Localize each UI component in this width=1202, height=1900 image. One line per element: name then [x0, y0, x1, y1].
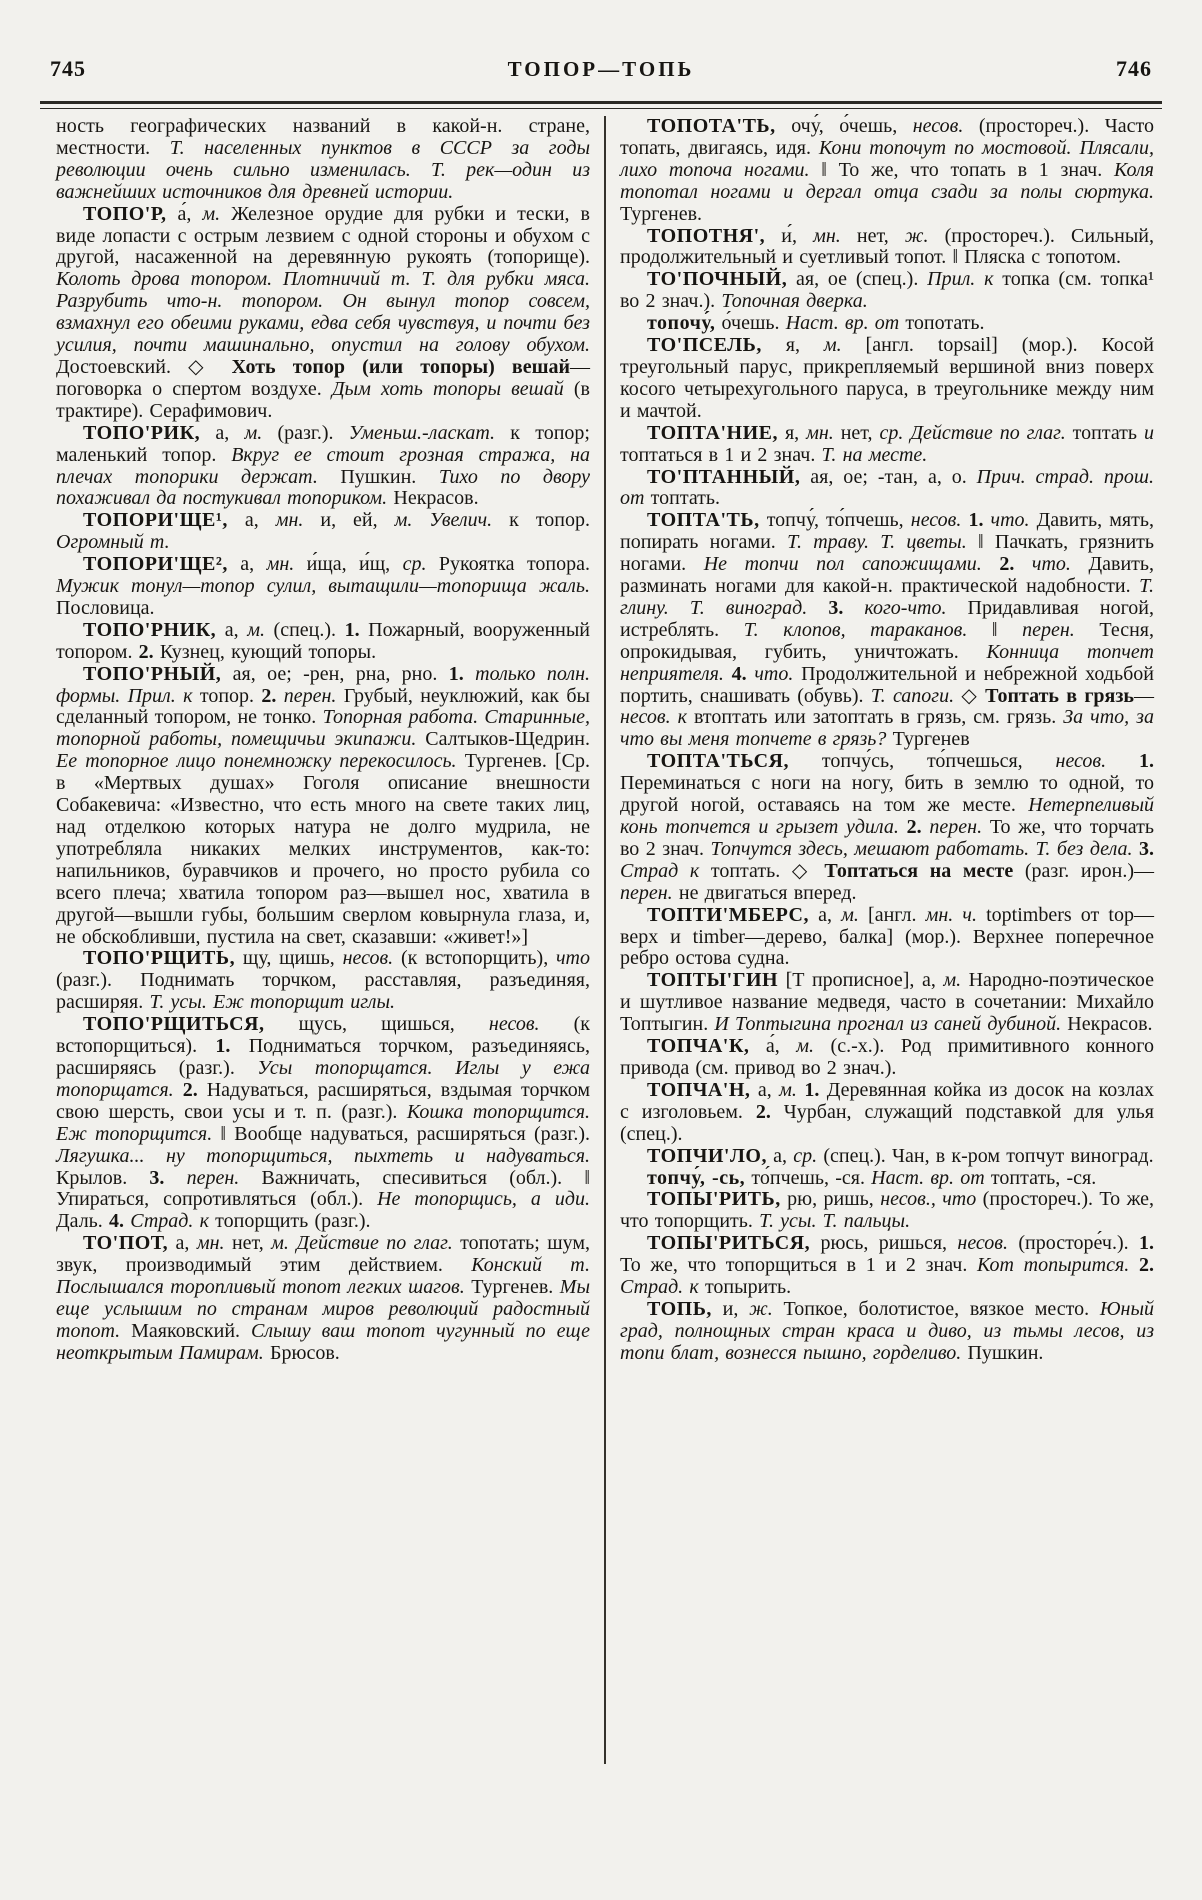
body-text: а́,: [166, 202, 203, 225]
example-or-label-text: м.: [943, 969, 962, 992]
headword: ТОПЧА'К,: [647, 1035, 750, 1058]
dictionary-entry: [620, 1189, 1154, 1233]
example-or-label-text: Юный град, полнощных стран краса и диво, из тьмы лесов, из топи блат, вознесся пышно, горделиво.: [620, 1297, 1154, 1364]
bold-text: 2.: [999, 553, 1015, 576]
body-text: (к встопорщиться).: [56, 1013, 591, 1058]
example-or-label-text: мн.: [266, 553, 295, 576]
body-text: Пожарный, вооруженный топором.: [56, 618, 590, 663]
example-or-label-text: Конница топчет неприятеля.: [620, 640, 1154, 685]
body-text: Надуваться, расширяться, вздымая торчком свою шерсть, свои усы и т. п. (разг.).: [56, 1078, 590, 1123]
body-text: (к встопорщить),: [393, 947, 557, 970]
example-or-label-text: Т. клопов, тараканов.: [743, 618, 968, 641]
example-or-label-text: Усы топорщатся. Иглы у ежа топорщатся.: [56, 1056, 590, 1101]
example-or-label-text: м. Действие по глаг.: [271, 1232, 453, 1255]
body-text: [174, 1079, 183, 1101]
dictionary-entry: [620, 1080, 1154, 1146]
body-text: То же, что торчать во 2 знач.: [620, 816, 1154, 860]
example-or-label-text: мн.: [813, 224, 841, 247]
body-text: [Т прописное], а,: [778, 969, 944, 992]
page-number-right: 746: [1116, 56, 1152, 81]
body-text: Чурбан, служащий подставкой для улья (спец.).: [620, 1100, 1155, 1145]
body-text: [982, 553, 1000, 575]
body-text: (спец.).: [264, 618, 345, 641]
body-text: топорщить (разг.).: [208, 1210, 371, 1233]
body-text: Тургенев.: [620, 202, 703, 225]
body-text: ‖ Вообще надуваться, расширяться (разг.).: [212, 1122, 590, 1145]
headword: ТОПОТНЯ',: [647, 224, 766, 247]
bold-text: Топтать в грязь: [985, 684, 1134, 707]
body-text: Подниматься торчком, разъединяясь, расширяясь (разг.).: [56, 1035, 590, 1079]
example-or-label-text: мн.: [275, 509, 304, 532]
body-text: нет,: [840, 224, 905, 247]
headword: ТО'ПСЕЛЬ,: [647, 334, 762, 357]
example-or-label-text: Кот топырится.: [977, 1254, 1130, 1277]
example-or-label-text: Т. на месте.: [821, 443, 928, 466]
example-or-label-text: несов.: [488, 1013, 540, 1036]
dictionary-entry: [620, 116, 1154, 226]
headword: ТОПТИ'МБЕРС,: [647, 903, 809, 926]
dictionary-entry: [56, 1014, 590, 1233]
dictionary-entry: [56, 204, 590, 423]
headword: ТОПО'РНИК,: [83, 618, 217, 641]
example-or-label-text: м.: [796, 1035, 815, 1058]
example-or-label-text: м. Увелич.: [394, 509, 493, 532]
headword: ТОПТА'ТЬСЯ,: [647, 750, 789, 773]
example-or-label-text: что.: [983, 509, 1030, 532]
example-or-label-text: Не топчи пол сапожищами.: [703, 553, 982, 576]
headword: ТОПО'РЩИТЬСЯ,: [83, 1013, 265, 1036]
example-or-label-text: ж.: [749, 1297, 773, 1320]
headword: топочу́,: [647, 312, 716, 335]
example-or-label-text: Наст. вр. от: [785, 312, 900, 335]
body-text: (разг.).: [262, 421, 349, 444]
dictionary-entry: [620, 335, 1154, 423]
dictionary-entry: [56, 1233, 590, 1364]
body-text: ‖ Пачкать, грязнить ногами.: [620, 531, 1155, 576]
body-text: (спец.). Чан, в к-ром топчут виноград.: [817, 1144, 1154, 1167]
example-or-label-text: Тихо по двору похаживал да постукивал топориком.: [56, 465, 590, 510]
example-or-label-text: несов., что: [880, 1188, 977, 1211]
body-text: (простореч.). То же, что топорщить.: [620, 1188, 1154, 1233]
body-text: (разг.). Поднимать торчком, расставляя, разъединяя, расширяя.: [56, 969, 590, 1014]
body-text: о́чешь.: [715, 312, 786, 335]
dictionary-entry: [56, 620, 590, 664]
example-or-label-text: Дым хоть топоры вешай: [331, 377, 564, 400]
body-text: топчу́, то́пчешь,: [759, 509, 911, 532]
dictionary-entry: [56, 116, 590, 204]
body-text: ность географических названий в какой-н. стране, местности.: [56, 115, 590, 159]
body-text: топотать.: [899, 312, 985, 335]
body-text: топчу́сь, то́пчешься,: [788, 750, 1056, 773]
body-text: топтать: [1065, 421, 1144, 444]
body-text: (простореч.). Сильный, продолжительный и суетливый топот. ‖ Пляска с топотом.: [620, 224, 1155, 269]
example-or-label-text: Наст. вр. от: [871, 1166, 985, 1189]
body-text: Достоевский. ◇: [56, 355, 232, 378]
body-text: я,: [778, 421, 807, 444]
example-or-label-text: Т. усы. Т. пальцы.: [759, 1210, 911, 1233]
dictionary-entry: [56, 948, 590, 1014]
example-or-label-text: перен.: [620, 881, 673, 904]
body-text: топтать, -ся.: [984, 1166, 1097, 1189]
body-text: а,: [227, 553, 267, 576]
body-text: (просторе́ч.).: [1008, 1232, 1140, 1255]
body-text: [724, 663, 732, 685]
example-or-label-text: Топчутся здесь, мешают работать. Т. без дела.: [710, 837, 1133, 860]
body-text: Некрасов.: [1061, 1013, 1153, 1036]
body-text: и́ща, и́щ,: [294, 553, 403, 576]
bold-text: 4.: [731, 662, 747, 685]
headword: ТОПО'РНЫЙ,: [83, 662, 222, 685]
body-text: щу, щишь,: [235, 947, 343, 970]
body-text: а,: [227, 509, 276, 532]
body-text: Придавливая ногой, истреблять.: [620, 596, 1154, 641]
example-or-label-text: несов.: [957, 1232, 1008, 1255]
body-text: Пушкин.: [961, 1341, 1044, 1364]
body-text: [англ.: [858, 903, 926, 926]
body-text: То же, что топорщиться в 1 и 2 знач.: [620, 1254, 978, 1277]
dictionary-entry: [620, 1146, 1154, 1168]
body-text: топырить.: [698, 1276, 792, 1299]
page-number-left: 745: [50, 56, 86, 81]
body-text: Деревянная койка из досок на козлах с изголовьем.: [620, 1078, 1155, 1123]
body-text: то́пчешь, -ся.: [745, 1166, 872, 1189]
body-text: топтать. ◇: [699, 859, 825, 882]
example-or-label-text: м.: [779, 1078, 797, 1101]
body-text: Тургенев. [Ср. в «Мертвых душах» Гоголя описание внешности Собакевича: «Известно, что есть много на свете таких лиц, над отделкою которых натура не долго мудрила, не употребляла никаких мелких инструментов, как-то: напильников, буравчиков и прочего, но просто рубила со всего плеча; хватила топором раз—вышел нос, хватила в другой—вышли губы, большим сверлом ковырнула глаза, и, не обскобливши, пустила на свет, сказавши: «живет!»]: [56, 750, 591, 948]
bold-text: 1.: [804, 1078, 820, 1101]
headword: ТОПО'РИК,: [83, 421, 201, 444]
example-or-label-text: Т. глину. Т. виноград.: [620, 575, 1154, 619]
body-text: Народно-поэтическое и шутливое название медведя, часто в сочетании: Михайло Топтыгин.: [620, 969, 1154, 1036]
body-text: Топкое, болотистое, вязкое место.: [772, 1297, 1100, 1320]
headword: ТОПО'Р,: [83, 202, 167, 225]
body-text: [899, 816, 907, 838]
example-or-label-text: Колоть дрова топором. Плотничий т. Т. для рубки мяса. Разрубить что-н. топором. Он вынул топор совсем, взмахнул его обеими руками, едва себя чувствуя, и почти без усилия, почти машинально, опустил на голову обухом.: [56, 268, 590, 357]
example-or-label-text: Мы еще услышим по странам миров революций радостный топот.: [56, 1276, 590, 1342]
example-or-label-text: мн.: [806, 421, 834, 444]
body-text: Грубый, неуклюжий, как бы сделанный топором, не тонко.: [56, 684, 590, 729]
body-text: Пушкин.: [317, 465, 439, 488]
headword: ТОПОРИ'ЩЕ¹,: [83, 509, 228, 532]
body-text: (разг. ирон.)—: [1013, 859, 1154, 882]
body-text: Крылов.: [56, 1166, 150, 1189]
dictionary-entry: [620, 467, 1154, 511]
column-left: [56, 116, 590, 1365]
dictionary-entry: [56, 423, 590, 511]
body-text: toptimbers от top—верх и timber—дерево, балка] (мор.). Верхнее поперечное ребро остова судна.: [620, 903, 1154, 970]
body-text: а,: [766, 1144, 794, 1167]
body-text: и, ей,: [303, 509, 395, 532]
body-text: нет,: [833, 421, 880, 444]
bold-text: Топтаться на месте: [824, 859, 1014, 882]
bold-text: 2.: [261, 684, 277, 707]
bold-text: 1.: [448, 662, 464, 685]
body-text: Продолжительной и небрежной ходьбой портить, снашивать (обувь).: [620, 662, 1155, 707]
example-or-label-text: перен.: [921, 816, 983, 838]
example-or-label-text: м.: [202, 202, 221, 225]
example-or-label-text: Т. сапоги.: [870, 684, 955, 707]
body-text: [1106, 750, 1139, 772]
body-text: и́,: [765, 224, 814, 247]
body-text: Некрасов.: [387, 487, 479, 510]
example-or-label-text: что.: [746, 662, 794, 685]
bold-text: 2.: [138, 640, 154, 663]
example-or-label-text: Прил. к: [927, 268, 994, 291]
example-or-label-text: несов.: [910, 509, 962, 532]
body-text: Даль.: [56, 1210, 109, 1233]
example-or-label-text: Страд к: [620, 859, 700, 882]
dictionary-entry: [620, 751, 1154, 904]
example-or-label-text: мн. ч.: [925, 903, 977, 926]
dictionary-entry: [620, 905, 1154, 971]
body-text: Переминаться с ноги на ногу, бить в землю то одной, то другой ногой, оставаясь на том же месте.: [620, 772, 1154, 817]
column-divider-rule: [604, 116, 606, 1764]
bold-text: 1.: [1139, 750, 1154, 773]
dictionary-entry: [56, 664, 590, 949]
dictionary-entry: [620, 970, 1154, 1036]
body-text: [англ. topsail] (мор.). Косой треугольный парус, прикрепляемый вершиной вниз поверх косого четырехугольного паруса, в треугольнике между ним и мачтой.: [620, 334, 1154, 422]
example-or-label-text: несов. к: [620, 706, 687, 729]
example-or-label-text: несов.: [1055, 750, 1107, 773]
body-text: и,: [711, 1297, 750, 1320]
example-or-label-text: Вкруг ее стоит грозная стража, на плечах топорики держат.: [56, 443, 590, 488]
example-or-label-text: Слышу ваш топот чугунный по еще неоткрытым Памирам.: [56, 1319, 590, 1364]
headword: ТОПОТА'ТЬ,: [647, 115, 776, 137]
headword: ТОПОРИ'ЩЕ²,: [83, 553, 228, 576]
example-or-label-text: Прич. страд. прош. от: [620, 465, 1154, 510]
body-text: Тургенев: [886, 728, 970, 751]
example-or-label-text: Не топорщись, а иди.: [377, 1188, 590, 1211]
example-or-label-text: Огромный т.: [56, 531, 170, 554]
headword: ТО'ПОТ,: [83, 1232, 169, 1255]
body-text: Кузнец, кующий топоры.: [153, 640, 377, 663]
body-text: ая, ое (спец.).: [787, 268, 928, 291]
dictionary-entry: [620, 269, 1154, 313]
example-or-label-text: ср.: [402, 553, 427, 576]
bold-text: 2.: [906, 816, 922, 838]
bold-text: 2.: [1139, 1254, 1154, 1277]
body-text: —: [1134, 684, 1154, 707]
headword: ТОПТА'ТЬ,: [647, 509, 760, 532]
example-or-label-text: Кошка топорщится. Еж топорщится.: [56, 1100, 590, 1145]
headword: ТОПТЫ'ГИН: [647, 969, 779, 992]
body-text: а́,: [749, 1035, 797, 1058]
example-or-label-text: мн.: [196, 1232, 225, 1255]
headword: ТОПЬ,: [647, 1297, 712, 1320]
example-or-label-text: Т. траву. Т. цветы.: [787, 531, 967, 554]
example-or-label-text: И Топтыгина прогнал из саней дубиной.: [714, 1013, 1062, 1036]
body-text: не двигаться вперед.: [672, 881, 857, 904]
example-or-label-text: Топорная работа. Старинные, топорной работы, помещичьи экипажи.: [56, 706, 590, 751]
example-or-label-text: перен.: [164, 1166, 240, 1189]
example-or-label-text: несов.: [342, 947, 394, 970]
body-text: Брюсов.: [263, 1341, 340, 1364]
headword: ТОПЧИ'ЛО,: [647, 1144, 767, 1167]
body-text: [807, 597, 828, 619]
body-text: ая, ое; -тан, а, о.: [800, 465, 977, 488]
example-or-label-text: только полн. формы. Прил. к: [56, 662, 591, 707]
headword: ТО'ПОЧНЫЙ,: [647, 268, 788, 291]
body-text: [1129, 1254, 1139, 1276]
dictionary-entry: [56, 554, 590, 620]
body-text: ‖: [967, 618, 1023, 641]
body-text: (в трактире). Серафимович.: [56, 377, 591, 422]
example-or-label-text: Уменьш.-ласкат.: [348, 421, 496, 444]
body-text: ◇: [954, 684, 986, 707]
body-text: топка (см. топка¹ во 2 знач.).: [620, 268, 1154, 313]
example-or-label-text: Коля топотал ногами и дергал отца сзади за полы сюртука.: [620, 158, 1154, 203]
body-text: очу́, о́чешь,: [775, 115, 913, 137]
example-or-label-text: м.: [841, 903, 859, 926]
body-text: топтать.: [644, 487, 721, 510]
example-or-label-text: м.: [823, 334, 842, 357]
example-or-label-text: перен.: [276, 684, 337, 707]
body-text: рюсь, ришься,: [810, 1232, 958, 1255]
example-or-label-text: Т. усы. Еж топорщит иглы.: [149, 991, 396, 1014]
text-columns: [56, 116, 1154, 1764]
example-or-label-text: м.: [244, 421, 263, 444]
dictionary-entry: [620, 226, 1154, 270]
body-text: Маяковский.: [120, 1319, 252, 1342]
example-or-label-text: Лягушка... ну топорщиться, пыхтеть и надуваться.: [56, 1144, 590, 1167]
bold-text: 3.: [149, 1166, 165, 1189]
body-text: а,: [216, 618, 248, 641]
example-or-label-text: и: [1144, 421, 1154, 444]
dictionary-entry: [620, 1299, 1154, 1365]
body-text: а,: [200, 421, 245, 444]
body-text: ‖ То же, что топать в 1 знач.: [809, 158, 1114, 181]
dictionary-entry: [620, 1233, 1154, 1299]
body-text: Салтыков-Щедрин.: [416, 728, 590, 751]
bold-text: 2.: [182, 1078, 198, 1101]
body-text: Давить, разминать ногами для какой-н. практической надобности.: [620, 553, 1155, 598]
body-text: —поговорка о спертом воздухе.: [56, 355, 590, 400]
body-text: Рукоятка топора.: [426, 553, 591, 576]
column-right: [620, 116, 1154, 1365]
example-or-label-text: Нетерпеливый конь топчется и грызет удила.: [620, 794, 1154, 838]
body-text: Железное орудие для рубки и тески, в виде лопасти с острым лезвием с одной стороны и обухом с другой, насаженной на деревянную рукоять (топорище).: [56, 202, 590, 269]
body-text: (простореч.). Часто топать, двигаясь, идя.: [620, 115, 1154, 159]
body-text: ая, ое; -рен, рна, рно.: [221, 662, 449, 685]
bold-text: 2.: [755, 1100, 771, 1123]
example-or-label-text: Конский т. Послышался торопливый топот легких шагов.: [56, 1254, 590, 1299]
body-text: топтаться в 1 и 2 знач.: [620, 443, 822, 466]
headword: ТОПО'РЩИТЬ,: [83, 947, 236, 970]
dictionary-entry: [620, 313, 1154, 335]
bold-text: 4.: [109, 1210, 124, 1233]
header-rule: [40, 101, 1162, 109]
body-text: а,: [750, 1078, 780, 1101]
body-text: к топор.: [492, 509, 591, 532]
example-or-label-text: Т. населенных пунктов в СССР за годы революции очень сильно изменилась. Т. рек—один из важнейших источников для древней истории.: [56, 136, 591, 203]
headword: ТОПЫ'РИТЬ,: [647, 1188, 781, 1211]
body-text: нет,: [224, 1232, 272, 1255]
body-text: Тесня, опрокидывая, губить, уничтожать.: [620, 618, 1154, 663]
example-or-label-text: ср. Действие по глаг.: [879, 421, 1066, 444]
bold-text: Хоть топор (или топоры) вешай: [231, 355, 570, 378]
body-text: Важничать, спесивиться (обл.). ‖ Упираться, сопротивляться (обл.).: [56, 1166, 590, 1211]
example-or-label-text: перен.: [1022, 618, 1075, 641]
headword: ТОПТА'НИЕ,: [647, 421, 778, 444]
body-text: щусь, щишься,: [264, 1013, 489, 1036]
bold-text: 1.: [968, 509, 984, 532]
bold-text: 1.: [344, 618, 360, 641]
headword: ТО'ПТАННЫЙ,: [647, 465, 801, 488]
example-or-label-text: несов.: [912, 115, 964, 137]
example-or-label-text: ср.: [793, 1144, 818, 1167]
body-text: Пословица.: [56, 596, 155, 619]
body-text: втоптать или затоптать в грязь, см. грязь.: [686, 706, 1064, 729]
dictionary-entry: [620, 423, 1154, 467]
headword: ТОПЫ'РИТЬСЯ,: [647, 1232, 811, 1255]
body-text: к топор; маленький топор.: [56, 421, 590, 466]
bold-text: 3.: [828, 596, 844, 619]
example-or-label-text: что: [556, 947, 590, 970]
dictionary-entry: [620, 1036, 1154, 1080]
body-text: Давить, мять, попирать ногами.: [620, 509, 1154, 554]
running-title: ТОПОР—ТОПЬ: [507, 57, 695, 81]
example-or-label-text: что.: [1014, 553, 1071, 576]
page-header: [50, 56, 1152, 82]
body-text: а,: [809, 903, 842, 926]
example-or-label-text: Ее топорное лицо понемножку перекосилось.: [56, 750, 457, 773]
column-gutter: [590, 116, 620, 1764]
headword: топчу́, -сь,: [647, 1166, 746, 1189]
example-or-label-text: кого-что.: [843, 596, 947, 619]
headword: ТОПЧА'Н,: [647, 1078, 751, 1101]
bold-text: 3.: [1139, 837, 1154, 860]
body-text: топор.: [192, 684, 262, 707]
body-text: (с.-х.). Род примитивного конного привода (см. привод во 2 знач.).: [620, 1035, 1154, 1079]
bold-text: 1.: [215, 1035, 231, 1058]
body-text: рю, ришь,: [780, 1188, 881, 1211]
example-or-label-text: ж.: [904, 224, 929, 247]
example-or-label-text: За что, за что вы меня топчете в грязь?: [620, 706, 1154, 751]
bold-text: 1.: [1139, 1232, 1155, 1255]
example-or-label-text: м.: [247, 618, 265, 641]
example-or-label-text: Кони топочут по мостовой. Плясали, лихо топоча ногами.: [620, 136, 1154, 181]
dictionary-entry: [56, 510, 590, 554]
example-or-label-text: Мужик тонул—топор сулил, вытащили—топорища жаль.: [56, 575, 590, 598]
example-or-label-text: Страд. к: [124, 1210, 209, 1233]
example-or-label-text: Топочная дверка.: [721, 290, 868, 313]
dictionary-entry: [620, 1168, 1154, 1190]
body-text: топотать; шум, звук, производимый этим действием.: [56, 1232, 590, 1277]
dictionary-entry: [620, 510, 1154, 751]
body-text: Тургенев.: [464, 1276, 560, 1299]
body-text: а,: [168, 1232, 197, 1255]
example-or-label-text: Страд. к: [620, 1276, 699, 1299]
body-text: я,: [761, 334, 824, 357]
